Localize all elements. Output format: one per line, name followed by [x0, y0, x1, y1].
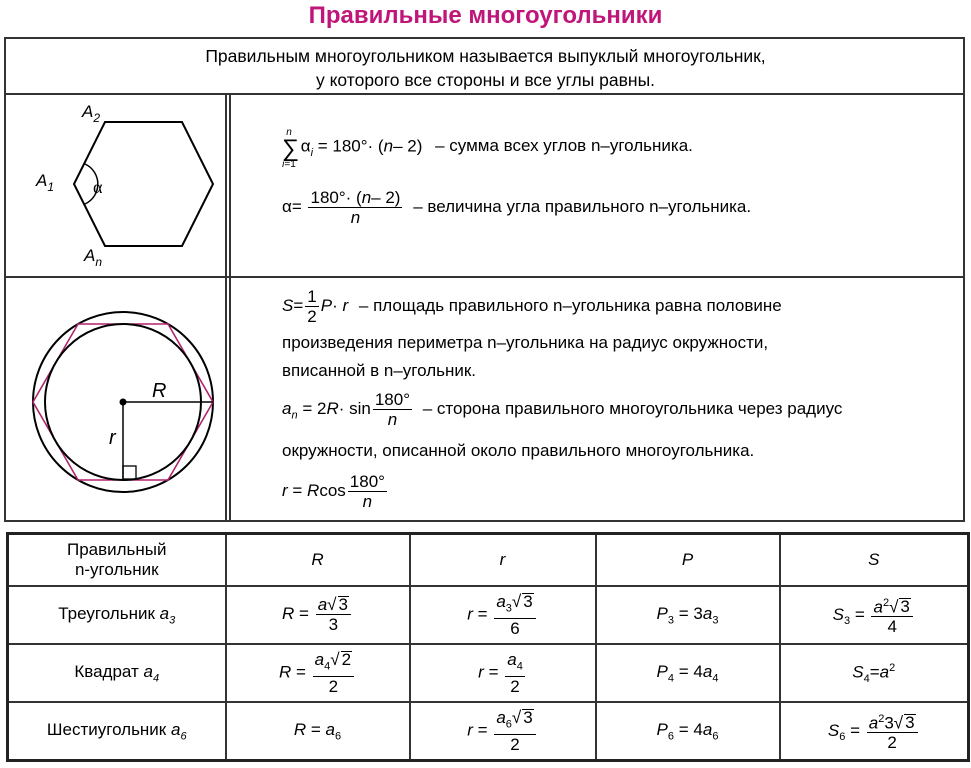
header-P: P: [596, 534, 780, 586]
table-row: [8, 644, 969, 702]
label-R: R: [152, 380, 167, 402]
cell-S: $S_4=a^2$: [780, 644, 969, 702]
r-formula: r = Rcos $\frac{180^\circ}{n}$: [282, 472, 385, 511]
cell-R: $R = a_6$: [226, 702, 410, 760]
label-an: $A_n$: [84, 246, 103, 269]
row-name: Шестиугольник $a_6$: [8, 702, 226, 760]
table-row: [8, 586, 969, 644]
cell-r: r = $\frac{a_6√ 3}{2}$: [410, 702, 596, 760]
label-r: r: [109, 427, 116, 449]
sum-description: – сумма всех углов n–угольника.: [435, 136, 693, 156]
row-name: Треугольник $a_3$: [8, 586, 226, 644]
formulas-table: [6, 532, 970, 762]
label-a1: $A_1$: [36, 171, 55, 194]
angle-description: – величина угла правильного n–угольника.: [413, 196, 752, 216]
cell-r: r = $\frac{a_3√ 3}{6}$: [410, 586, 596, 644]
circles-figure: [30, 300, 225, 510]
definition-line-2: у которого все стороны и все углы равны.: [315, 70, 656, 90]
label-alpha: α: [93, 177, 103, 197]
area-description-2: произведения периметра n–угольника на радиус окружности,: [282, 333, 769, 352]
area-description-1: – площадь правильного n–угольника равна половине: [358, 295, 782, 315]
row-name: Квадрат $a_4$: [8, 644, 226, 702]
cell-P: $P_4 = 4a_4$: [596, 644, 780, 702]
cell-S: $S_6$ = $\frac{a^23√ 3}{2}$: [780, 702, 969, 760]
header-R: R: [226, 534, 410, 586]
definition-line-1: Правильным многоугольником называется выпуклый многоугольник,: [205, 46, 766, 66]
divider: [225, 95, 227, 520]
area-description-3: вписанной в n–угольник.: [282, 361, 477, 380]
header-r: r: [410, 534, 596, 586]
page-title: Правильные многоугольники: [308, 2, 663, 29]
sum-formula: n ∑ i=1 $\alpha_i = 180^\circ\cdot (n-$ 2) – сумма всех углов n–угольника.: [282, 127, 693, 170]
cell-S: $S_3$ = $\frac{a^2√ 3}{4}$: [780, 586, 969, 644]
table-header-row: [8, 534, 969, 586]
header-polygon: Правильный n-угольник: [8, 534, 226, 586]
header-S: S: [780, 534, 969, 586]
area-formula: S= $\frac{1}{2}$ P· r – площадь правильного n–угольника равна половине: [282, 287, 782, 326]
cell-R: R = $\frac{a_4√ 2}{2}$: [226, 644, 410, 702]
cell-r: r = $\frac{a_4}{2}$: [410, 644, 596, 702]
hexagon-figure: [30, 98, 225, 273]
angle-formula: α= $\frac{180^\circ\cdot (n- 2)}{n}$ – величина угла правильного n–угольника.: [282, 188, 752, 227]
cell-R: R = $\frac{a√ 3}{3}$: [226, 586, 410, 644]
cell-P: $P_6 = 4a_6$: [596, 702, 780, 760]
side-formula: $a_n = 2R\cdot \sin$ $\frac{180^\circ}{n}$ – сторона правильного многоугольника через радиус: [282, 390, 843, 429]
divider: [6, 93, 964, 95]
side-description-1: – сторона правильного многоугольника через радиус: [422, 398, 843, 418]
side-description-2: окружности, описанной около правильного многоугольника.: [282, 441, 755, 460]
divider: [6, 276, 964, 278]
table-row: [8, 702, 969, 760]
definition: [0, 44, 971, 92]
label-a2: $A_2$: [82, 102, 101, 125]
divider: [229, 95, 231, 520]
cell-P: $P_3 = 3a_3$: [596, 586, 780, 644]
